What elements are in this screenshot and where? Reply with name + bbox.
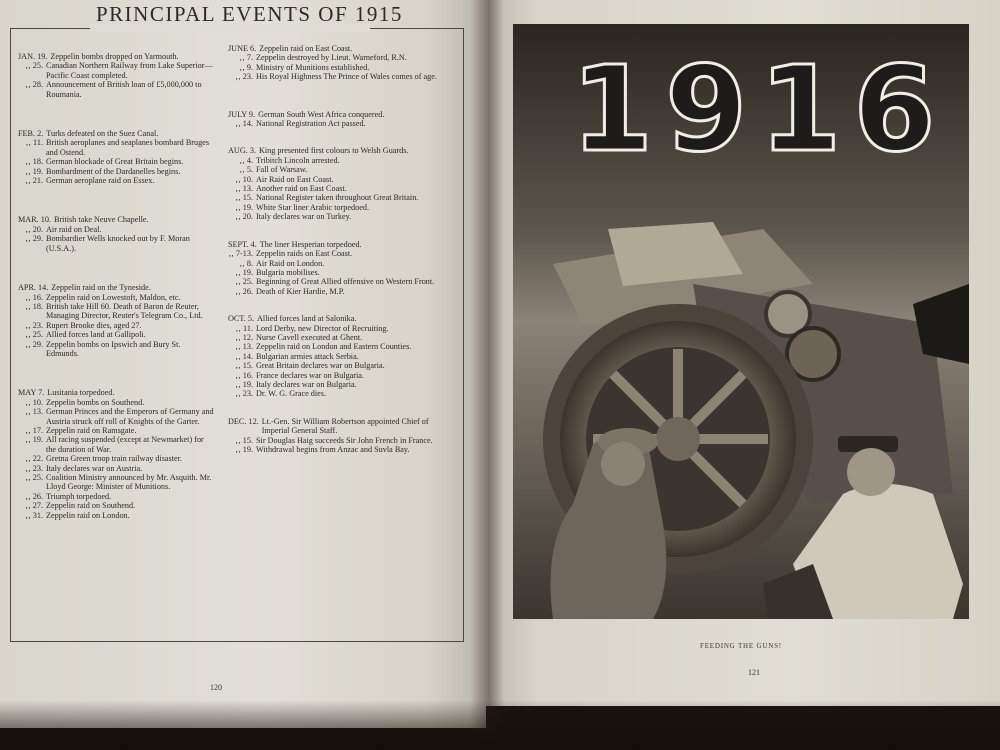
event-entry bbox=[18, 302, 214, 321]
month-spacer bbox=[18, 185, 214, 215]
event-entry bbox=[228, 249, 458, 258]
event-entry bbox=[228, 445, 458, 454]
event-entry bbox=[18, 167, 214, 176]
event-day: ‚‚ 29. bbox=[25, 234, 43, 244]
event-entry bbox=[228, 175, 458, 184]
event-day: ‚‚ 15. bbox=[235, 361, 253, 371]
event-entry bbox=[18, 52, 214, 61]
event-day: ‚‚ 4. bbox=[239, 155, 253, 165]
event-entry bbox=[228, 352, 458, 361]
event-day: ‚‚ 7. bbox=[239, 53, 253, 63]
event-date: FEB. 2. bbox=[18, 129, 44, 139]
event-text: Zeppelin destroyed by Lieut. Warneford, R.N. bbox=[256, 53, 407, 63]
event-day: ‚‚ 18. bbox=[25, 301, 43, 311]
event-date: JAN. 19. bbox=[18, 52, 48, 61]
table-shadow bbox=[0, 700, 1000, 750]
event-day: ‚‚ 19. bbox=[25, 166, 43, 176]
event-day: ‚‚ 15. bbox=[235, 435, 253, 445]
event-text: Air raid on Deal. bbox=[46, 224, 102, 234]
event-entry bbox=[228, 212, 458, 221]
event-text: German aeroplane raid on Essex. bbox=[46, 176, 155, 186]
event-day: ‚‚ 23. bbox=[235, 72, 253, 82]
event-date: MAR. 10. bbox=[18, 215, 51, 225]
event-day: ‚‚ 15. bbox=[235, 193, 253, 203]
month-spacer bbox=[228, 296, 458, 314]
event-date: JUNE 6. bbox=[228, 44, 257, 53]
event-date: JULY 9. bbox=[228, 109, 256, 119]
event-text: Zeppelin raid on East Coast. bbox=[259, 44, 353, 53]
event-entry bbox=[18, 435, 214, 454]
event-entry bbox=[18, 293, 214, 302]
event-text: Zeppelin raid on Southend. bbox=[46, 501, 136, 511]
event-entry bbox=[228, 63, 458, 72]
event-entry bbox=[228, 389, 458, 398]
event-text: Zeppelin raid on the Tyneside. bbox=[51, 283, 151, 293]
event-entry bbox=[228, 361, 458, 370]
event-entry bbox=[228, 259, 458, 268]
event-entry bbox=[228, 380, 458, 389]
event-text: British take Hill 60. Death of Baron de Reuter, Managing Director, Reuter's Telegram Co., Ltd. bbox=[46, 301, 203, 321]
event-entry bbox=[228, 203, 458, 212]
month-spacer bbox=[18, 99, 214, 129]
event-text: Bombardment of the Dardanelles begins. bbox=[46, 166, 181, 176]
left-page bbox=[0, 0, 486, 728]
event-text: National Registration Act passed. bbox=[256, 119, 366, 129]
event-text: France declares war on Bulgaria. bbox=[256, 370, 364, 380]
war-photograph bbox=[513, 24, 969, 619]
event-text: Gretna Green troop train railway disaster. bbox=[46, 454, 182, 464]
event-text: Canadian Northern Railway from Lake Superior—Pacific Coast completed. bbox=[46, 61, 213, 80]
event-entry bbox=[18, 138, 214, 157]
event-entry bbox=[228, 436, 458, 445]
event-text: Italy declares war on Bulgaria. bbox=[256, 379, 357, 389]
event-date: SEPT. 4. bbox=[228, 239, 257, 249]
event-day: ‚‚ 14. bbox=[235, 119, 253, 129]
event-entry bbox=[18, 234, 214, 253]
event-text: Zeppelin raid on London. bbox=[46, 510, 130, 520]
event-date: AUG. 3. bbox=[228, 146, 256, 156]
event-day: ‚‚ 20. bbox=[235, 212, 253, 222]
event-entry bbox=[18, 283, 214, 292]
event-text: Coalition Ministry announced by Mr. Asquith. Mr. Lloyd George: Minister of Munitions. bbox=[46, 473, 212, 492]
event-entry bbox=[18, 225, 214, 234]
event-entry bbox=[228, 314, 458, 323]
event-text: Sir Douglas Haig succeeds Sir John French in France. bbox=[256, 435, 433, 445]
event-day: ‚‚ 11. bbox=[235, 323, 253, 333]
event-text: Zeppelin raid on Ramsgate. bbox=[46, 425, 137, 435]
event-entry bbox=[18, 61, 214, 80]
event-day: ‚‚ 14. bbox=[235, 351, 253, 361]
event-text: Dr. W. G. Grace dies. bbox=[256, 389, 327, 399]
event-text: Allied forces land at Gallipoli. bbox=[46, 330, 146, 340]
event-text: Zeppelin raid on London and Eastern Counties. bbox=[256, 342, 412, 352]
event-date: MAY 7. bbox=[18, 388, 45, 398]
event-entry bbox=[18, 215, 214, 224]
event-entry bbox=[228, 193, 458, 202]
book-gutter bbox=[470, 0, 504, 740]
event-entry bbox=[228, 268, 458, 277]
event-day: ‚‚ 23. bbox=[235, 389, 253, 399]
event-text: Air Raid on East Coast. bbox=[256, 174, 334, 184]
event-entry bbox=[228, 72, 458, 81]
event-entry bbox=[228, 371, 458, 380]
event-text: Zeppelin bombs on Ipswich and Bury St. Edmunds. bbox=[46, 339, 181, 358]
month-spacer bbox=[228, 82, 458, 110]
event-entry bbox=[18, 501, 214, 510]
event-text: Zeppelin bombs dropped on Yarmouth. bbox=[50, 52, 179, 61]
event-day: ‚‚ 25. bbox=[25, 473, 43, 482]
event-text: Bulgaria mobilises. bbox=[256, 267, 320, 277]
event-text: Death of Kier Hardie, M.P. bbox=[256, 286, 345, 296]
event-entry bbox=[18, 330, 214, 339]
photo-caption: FEEDING THE GUNS! bbox=[700, 642, 782, 650]
event-entry bbox=[228, 146, 458, 155]
event-text: Rupert Brooke dies, aged 27. bbox=[46, 320, 142, 330]
event-text: British aeroplanes and seaplanes bombard Bruges and Ostend. bbox=[46, 138, 210, 157]
event-day: ‚‚ 22. bbox=[25, 454, 43, 464]
event-day: ‚‚ 27. bbox=[25, 501, 43, 511]
event-entry bbox=[228, 44, 458, 53]
event-entry bbox=[228, 342, 458, 351]
month-spacer bbox=[228, 128, 458, 146]
event-text: Italy declares war on Turkey. bbox=[256, 212, 352, 222]
event-text: Allied forces land at Salonika. bbox=[257, 314, 357, 324]
event-day: ‚‚ 13. bbox=[25, 407, 43, 417]
event-text: British take Neuve Chapelle. bbox=[53, 215, 149, 225]
event-entry bbox=[18, 473, 214, 492]
event-day: ‚‚ 13. bbox=[235, 184, 253, 194]
month-spacer bbox=[228, 399, 458, 417]
event-text: Zeppelin raids on East Coast. bbox=[256, 249, 353, 259]
event-entry bbox=[18, 80, 214, 99]
event-text: Another raid on East Coast. bbox=[256, 184, 347, 194]
event-day: ‚‚ 19. bbox=[235, 379, 253, 389]
event-date: OCT. 5. bbox=[228, 314, 255, 324]
event-day: ‚‚ 25. bbox=[25, 61, 43, 71]
event-entry bbox=[18, 157, 214, 166]
page-number-left: 120 bbox=[210, 683, 222, 692]
event-text: Ministry of Munitions established. bbox=[256, 62, 370, 72]
event-entry bbox=[228, 417, 458, 436]
events-column-right bbox=[228, 44, 458, 454]
event-entry bbox=[18, 454, 214, 463]
event-day: ‚‚ 29. bbox=[25, 339, 43, 349]
event-day: ‚‚ 7-13. bbox=[228, 249, 253, 259]
event-entry bbox=[228, 184, 458, 193]
event-text: Great Britain declares war on Bulgaria. bbox=[256, 361, 385, 371]
event-entry bbox=[18, 398, 214, 407]
event-entry bbox=[18, 321, 214, 330]
event-entry bbox=[18, 464, 214, 473]
event-text: His Royal Highness The Prince of Wales comes of age. bbox=[256, 72, 437, 82]
event-day: ‚‚ 9. bbox=[239, 62, 253, 72]
event-entry bbox=[228, 119, 458, 128]
event-text: King presented first colours to Welsh Guards. bbox=[258, 146, 409, 156]
event-text: Triumph torpedoed. bbox=[46, 491, 112, 501]
event-day: ‚‚ 19. bbox=[235, 445, 253, 454]
event-entry bbox=[228, 165, 458, 174]
event-day: ‚‚ 19. bbox=[235, 267, 253, 277]
event-text: Bombardier Wells knocked out by F. Moran (U.S.A.). bbox=[46, 234, 190, 253]
event-entry bbox=[18, 176, 214, 185]
event-entry bbox=[228, 287, 458, 296]
event-text: Lt.-Gen. Sir William Robertson appointed Chief of Imperial General Staff. bbox=[261, 416, 429, 436]
event-day: ‚‚ 26. bbox=[25, 491, 43, 501]
event-day: ‚‚ 8. bbox=[239, 258, 253, 268]
month-spacer bbox=[18, 253, 214, 283]
event-entry bbox=[228, 277, 458, 286]
event-text: Lusitania torpedoed. bbox=[47, 388, 115, 398]
event-day: ‚‚ 28. bbox=[25, 80, 43, 90]
event-day: ‚‚ 26. bbox=[235, 286, 253, 296]
event-text: Zeppelin bombs on Southend. bbox=[46, 397, 145, 407]
event-entry bbox=[18, 511, 214, 520]
event-text: Italy declares war on Austria. bbox=[46, 463, 143, 473]
event-day: ‚‚ 10. bbox=[25, 397, 43, 407]
event-day: ‚‚ 10. bbox=[235, 174, 253, 184]
event-day: ‚‚ 23. bbox=[25, 320, 43, 330]
event-text: Zeppelin raid on Lowestoft, Maldon, etc. bbox=[46, 292, 181, 302]
event-day: ‚‚ 18. bbox=[25, 157, 43, 167]
event-day: ‚‚ 20. bbox=[25, 224, 43, 234]
event-text: Lord Derby, new Director of Recruiting. bbox=[256, 323, 389, 333]
event-day: ‚‚ 31. bbox=[25, 510, 43, 520]
event-text: All racing suspended (except at Newmarket) for the duration of War. bbox=[46, 435, 204, 454]
month-spacer bbox=[228, 222, 458, 240]
event-text: Withdrawal begins from Anzac and Suvla Bay. bbox=[256, 445, 410, 454]
event-day: ‚‚ 23. bbox=[25, 463, 43, 473]
event-text: Tribitch Lincoln arrested. bbox=[256, 155, 340, 165]
event-entry bbox=[228, 53, 458, 62]
event-day: ‚‚ 25. bbox=[235, 277, 253, 287]
page-title: PRINCIPAL EVENTS OF 1915 bbox=[96, 2, 403, 26]
event-text: German blockade of Great Britain begins. bbox=[46, 157, 184, 167]
event-entry bbox=[228, 110, 458, 119]
event-text: Beginning of Great Allied offensive on Western Front. bbox=[256, 277, 435, 287]
event-entry bbox=[18, 407, 214, 426]
event-text: The liner Hesperian torpedoed. bbox=[259, 239, 362, 249]
event-entry bbox=[18, 388, 214, 397]
event-day: ‚‚ 19. bbox=[235, 202, 253, 212]
event-day: ‚‚ 19. bbox=[25, 435, 43, 445]
event-text: German Princes and the Emperors of Germany and Austria struck off roll of Knights of the Garter. bbox=[46, 407, 214, 426]
event-text: Air Raid on London. bbox=[256, 258, 325, 268]
event-day: ‚‚ 5. bbox=[239, 165, 253, 175]
event-day: ‚‚ 16. bbox=[235, 370, 253, 380]
event-entry bbox=[18, 340, 214, 359]
event-entry bbox=[18, 426, 214, 435]
event-text: Announcement of British loan of £5,000,000 to Roumania. bbox=[46, 80, 202, 99]
event-day: ‚‚ 17. bbox=[25, 425, 43, 435]
page-number-right: 121 bbox=[748, 668, 760, 677]
event-entry bbox=[228, 156, 458, 165]
event-text: Fall of Warsaw. bbox=[256, 165, 308, 175]
event-text: Nurse Cavell executed at Ghent. bbox=[256, 332, 363, 342]
event-entry bbox=[228, 240, 458, 249]
event-entry bbox=[18, 492, 214, 501]
event-text: National Register taken throughout Great Britain. bbox=[256, 193, 419, 203]
event-entry bbox=[228, 333, 458, 342]
event-text: White Star liner Arabic torpedoed. bbox=[256, 202, 369, 212]
event-entry bbox=[18, 129, 214, 138]
event-day: ‚‚ 11. bbox=[25, 138, 43, 148]
event-entry bbox=[228, 324, 458, 333]
event-day: ‚‚ 21. bbox=[25, 176, 43, 186]
event-text: German South West Africa conquered. bbox=[258, 109, 385, 119]
event-text: Bulgarian armies attack Serbia. bbox=[256, 351, 359, 361]
month-spacer bbox=[18, 358, 214, 388]
event-day: ‚‚ 16. bbox=[25, 292, 43, 302]
event-day: ‚‚ 25. bbox=[25, 330, 43, 340]
event-day: ‚‚ 12. bbox=[235, 332, 253, 342]
events-column-left bbox=[18, 52, 214, 520]
event-day: ‚‚ 13. bbox=[235, 342, 253, 352]
event-text: Turks defeated on the Suez Canal. bbox=[46, 129, 159, 139]
event-date: DEC. 12. bbox=[228, 416, 259, 426]
event-date: APR. 14. bbox=[18, 283, 49, 293]
year-heading: 1916 bbox=[571, 40, 948, 178]
